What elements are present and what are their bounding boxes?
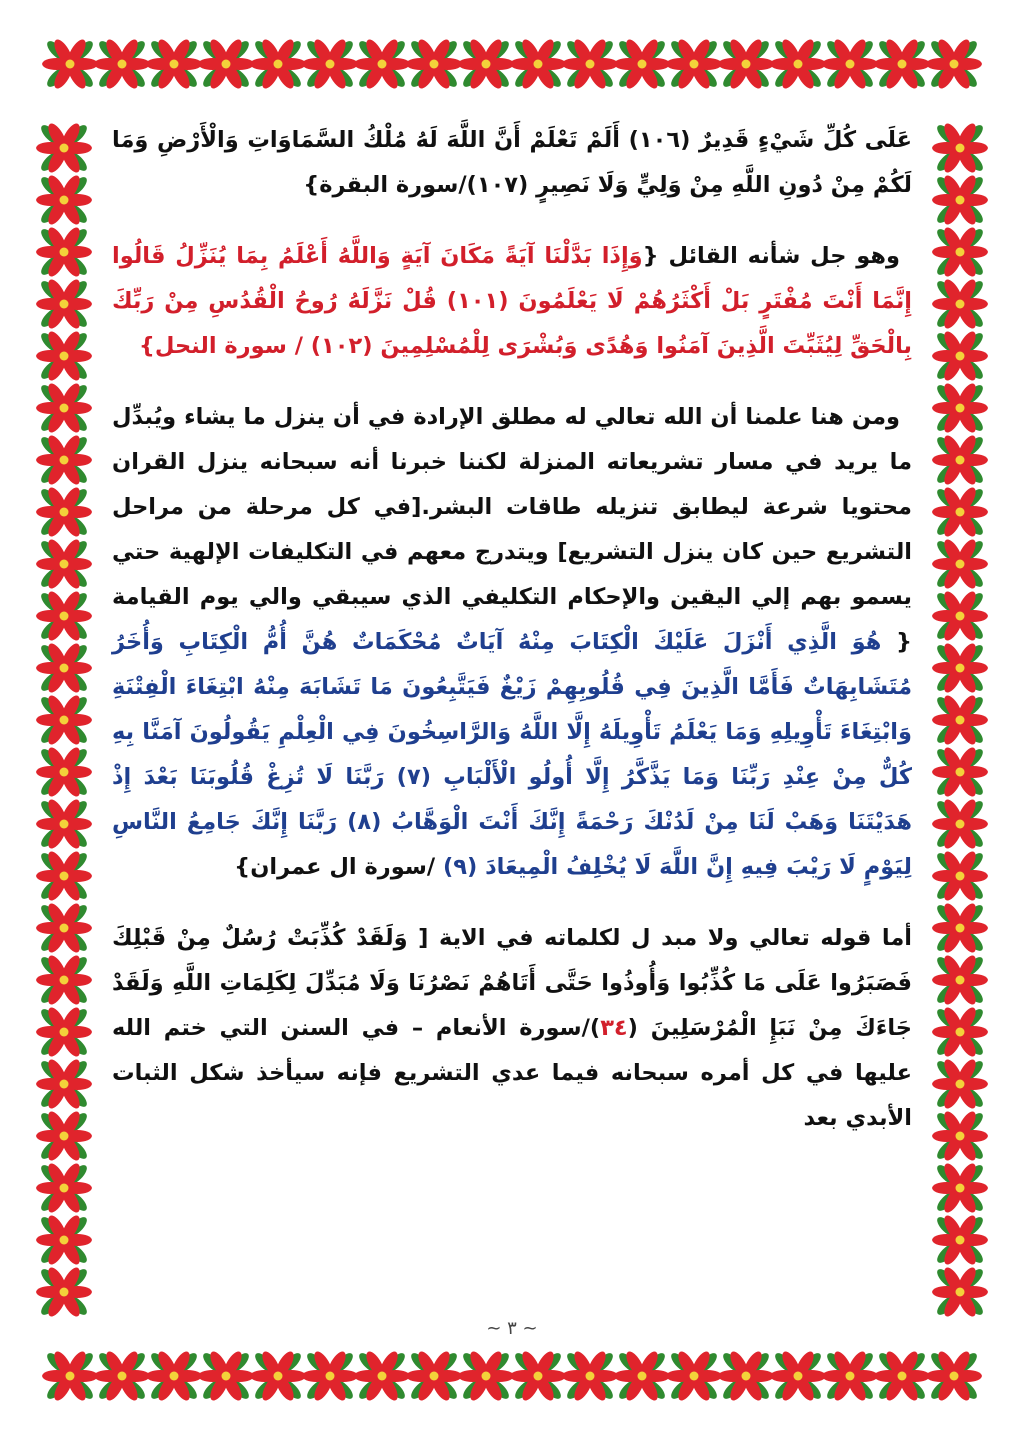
quran-verse-nahl: وَإِذَا بَدَّلْنَا آيَةً مَكَانَ آيَةٍ وَاللَّهُ أَعْلَمُ بِمَا يُنَزِّلُ قَالُوا إِنَّمَا أَنْتَ مُفْتَرٍ بَلْ أَكْثَرُهُمْ لَا يَعْلَمُونَ (١٠١) قُلْ نَزَّلَهُ رُوحُ الْقُدُسِ مِنْ رَبِّكَ بِالْحَقِّ لِيُثَبِّتَ الَّذِينَ آمَنُوا وَهُدًى وَبُشْرَى لِلْمُسْلِمِينَ (١٠٢) / سورة النحل} — [112, 243, 912, 359]
poinsettia-flower-icon — [36, 329, 92, 383]
poinsettia-flower-icon — [36, 693, 92, 747]
paragraph-4 — [112, 916, 912, 1141]
poinsettia-border-top — [28, 28, 996, 100]
poinsettia-flower-icon — [614, 1349, 670, 1403]
poinsettia-flower-icon — [36, 173, 92, 227]
poinsettia-flower-icon — [36, 381, 92, 435]
poinsettia-flower-icon — [36, 1265, 92, 1319]
poinsettia-flower-icon — [932, 485, 988, 539]
poinsettia-flower-icon — [146, 37, 202, 91]
paragraph-1 — [112, 118, 912, 208]
poinsettia-flower-icon — [94, 1349, 150, 1403]
poinsettia-flower-icon — [666, 1349, 722, 1403]
poinsettia-flower-icon — [36, 1057, 92, 1111]
poinsettia-flower-icon — [36, 797, 92, 851]
poinsettia-flower-icon — [932, 953, 988, 1007]
border-pattern — [924, 100, 996, 1340]
poinsettia-border-right — [924, 100, 996, 1340]
poinsettia-flower-icon — [822, 1349, 878, 1403]
poinsettia-flower-icon — [250, 1349, 306, 1403]
poinsettia-flower-icon — [932, 173, 988, 227]
poinsettia-flower-icon — [36, 277, 92, 331]
poinsettia-flower-icon — [932, 537, 988, 591]
poinsettia-flower-icon — [932, 745, 988, 799]
poinsettia-flower-icon — [36, 901, 92, 955]
page-number: ~ ٣ ~ — [486, 1318, 538, 1339]
poinsettia-flower-icon — [926, 37, 982, 91]
poinsettia-flower-icon — [302, 1349, 358, 1403]
paragraph-1-text: عَلَى كُلِّ شَيْءٍ قَدِيرٌ (١٠٦) أَلَمْ تَعْلَمْ أَنَّ اللَّهَ لَهُ مُلْكُ السَّمَاوَاتِ وَالْأَرْضِ وَمَا لَكُمْ مِنْ دُونِ اللَّهِ مِنْ وَلِيٍّ وَلَا نَصِيرٍ (١٠٧)/سورة البقرة} — [112, 127, 912, 198]
poinsettia-flower-icon — [562, 1349, 618, 1403]
poinsettia-flower-icon — [932, 693, 988, 747]
poinsettia-flower-icon — [932, 225, 988, 279]
poinsettia-flower-icon — [932, 381, 988, 435]
poinsettia-flower-icon — [36, 1161, 92, 1215]
poinsettia-flower-icon — [36, 849, 92, 903]
poinsettia-flower-icon — [932, 121, 988, 175]
verse-number-34: ٣٤ — [600, 1015, 628, 1041]
poinsettia-flower-icon — [458, 37, 514, 91]
poinsettia-flower-icon — [932, 589, 988, 643]
page-body — [112, 118, 912, 1318]
poinsettia-flower-icon — [932, 797, 988, 851]
poinsettia-flower-icon — [874, 37, 930, 91]
poinsettia-border-left — [28, 100, 100, 1340]
poinsettia-flower-icon — [406, 37, 462, 91]
poinsettia-flower-icon — [932, 1109, 988, 1163]
poinsettia-flower-icon — [718, 37, 774, 91]
poinsettia-flower-icon — [932, 433, 988, 487]
poinsettia-flower-icon — [36, 745, 92, 799]
paragraph-2-intro: وهو جل شأنه القائل { — [642, 243, 900, 269]
poinsettia-flower-icon — [932, 641, 988, 695]
poinsettia-flower-icon — [36, 433, 92, 487]
poinsettia-flower-icon — [146, 1349, 202, 1403]
poinsettia-flower-icon — [36, 589, 92, 643]
border-pattern — [28, 1340, 996, 1412]
poinsettia-flower-icon — [36, 641, 92, 695]
poinsettia-flower-icon — [932, 1005, 988, 1059]
poinsettia-flower-icon — [932, 277, 988, 331]
poinsettia-flower-icon — [718, 1349, 774, 1403]
poinsettia-flower-icon — [354, 37, 410, 91]
poinsettia-flower-icon — [510, 37, 566, 91]
border-pattern — [28, 28, 996, 100]
poinsettia-border-bottom — [28, 1340, 996, 1412]
poinsettia-flower-icon — [36, 225, 92, 279]
poinsettia-flower-icon — [932, 849, 988, 903]
poinsettia-flower-icon — [822, 37, 878, 91]
poinsettia-flower-icon — [458, 1349, 514, 1403]
poinsettia-flower-icon — [770, 37, 826, 91]
poinsettia-flower-icon — [666, 37, 722, 91]
paragraph-4-continuation: )/سورة الأنعام – في السنن التي ختم الله عليها في كل أمره سبحانه فيما عدي التشريع فإنه سيأخذ شكل الثبات الأبدي بعد — [112, 1015, 912, 1131]
poinsettia-flower-icon — [874, 1349, 930, 1403]
poinsettia-flower-icon — [302, 37, 358, 91]
poinsettia-flower-icon — [932, 1161, 988, 1215]
poinsettia-flower-icon — [36, 1213, 92, 1267]
poinsettia-flower-icon — [510, 1349, 566, 1403]
poinsettia-flower-icon — [926, 1349, 982, 1403]
paragraph-3 — [112, 395, 912, 890]
poinsettia-flower-icon — [932, 1057, 988, 1111]
paragraph-2 — [112, 234, 912, 369]
poinsettia-flower-icon — [42, 37, 98, 91]
poinsettia-flower-icon — [36, 953, 92, 1007]
poinsettia-flower-icon — [932, 1265, 988, 1319]
poinsettia-flower-icon — [42, 1349, 98, 1403]
paragraph-4-text: أما قوله تعالي ولا مبد ل لكلماته في الاية [ وَلَقَدْ كُذِّبَتْ رُسُلٌ مِنْ قَبْلِكَ فَصَبَرُوا عَلَى مَا كُذِّبُوا وَأُوذُوا حَتَّى أَتَاهُمْ نَصْرُنَا وَلَا مُبَدِّلَ لِكَلِمَاتِ اللَّهِ وَلَقَدْ جَاءَكَ مِنْ نَبَإِ الْمُرْسَلِينَ ( — [112, 925, 912, 1041]
poinsettia-flower-icon — [932, 901, 988, 955]
poinsettia-flower-icon — [354, 1349, 410, 1403]
poinsettia-flower-icon — [36, 121, 92, 175]
quran-verse-al-imran: هُوَ الَّذِي أَنْزَلَ عَلَيْكَ الْكِتَابَ مِنْهُ آيَاتٌ مُحْكَمَاتٌ هُنَّ أُمُّ الْكِتَابِ وَأُخَرُ مُتَشَابِهَاتٌ فَأَمَّا الَّذِينَ فِي قُلُوبِهِمْ زَيْغٌ فَيَتَّبِعُونَ مَا تَشَابَهَ مِنْهُ ابْتِغَاءَ الْفِتْنَةِ وَابْتِغَاءَ تَأْوِيلِهِ وَمَا يَعْلَمُ تَأْوِيلَهُ إِلَّا اللَّهُ وَالرَّاسِخُونَ فِي الْعِلْمِ يَقُولُونَ آمَنَّا بِهِ كُلٌّ مِنْ عِنْدِ رَبِّنَا وَمَا يَذَّكَّرُ إِلَّا أُولُو الْأَلْبَابِ (٧) رَبَّنَا لَا تُزِغْ قُلُوبَنَا بَعْدَ إِذْ هَدَيْتَنَا وَهَبْ لَنَا مِنْ لَدُنْكَ رَحْمَةً إِنَّكَ أَنْتَ الْوَهَّابُ (٨) رَبَّنَا إِنَّكَ جَامِعُ النَّاسِ لِيَوْمٍ لَا رَيْبَ فِيهِ إِنَّ اللَّهَ لَا يُخْلِفُ الْمِيعَادَ (٩) — [112, 629, 912, 880]
poinsettia-flower-icon — [36, 1109, 92, 1163]
poinsettia-flower-icon — [198, 37, 254, 91]
poinsettia-flower-icon — [36, 537, 92, 591]
poinsettia-flower-icon — [250, 37, 306, 91]
poinsettia-flower-icon — [36, 1005, 92, 1059]
poinsettia-flower-icon — [406, 1349, 462, 1403]
border-pattern — [28, 100, 100, 1340]
poinsettia-flower-icon — [94, 37, 150, 91]
poinsettia-flower-icon — [198, 1349, 254, 1403]
poinsettia-flower-icon — [562, 37, 618, 91]
poinsettia-flower-icon — [770, 1349, 826, 1403]
poinsettia-flower-icon — [932, 1213, 988, 1267]
poinsettia-flower-icon — [932, 329, 988, 383]
paragraph-3-text: ومن هنا علمنا أن الله تعالي له مطلق الإرادة في أن ينزل ما يشاء ويُبدِّل ما يريد في مسار تشريعاته المنزلة لكننا خبرنا أنه سبحانه ينزل القران محتويا شرعة ليطابق تنزيله طاقات البشر.[في كل مرحلة من مراحل التشريع حين كان ينزل التشريع] ويتدرج معهم في التكليفات الإلهية حتي يسمو بهم إلي اليقين والإحكام التكليفي الذي سيبقي والي يوم القيامة { — [112, 404, 912, 655]
poinsettia-flower-icon — [36, 485, 92, 539]
poinsettia-flower-icon — [614, 37, 670, 91]
paragraph-3-citation: /سورة ال عمران} — [234, 854, 443, 880]
